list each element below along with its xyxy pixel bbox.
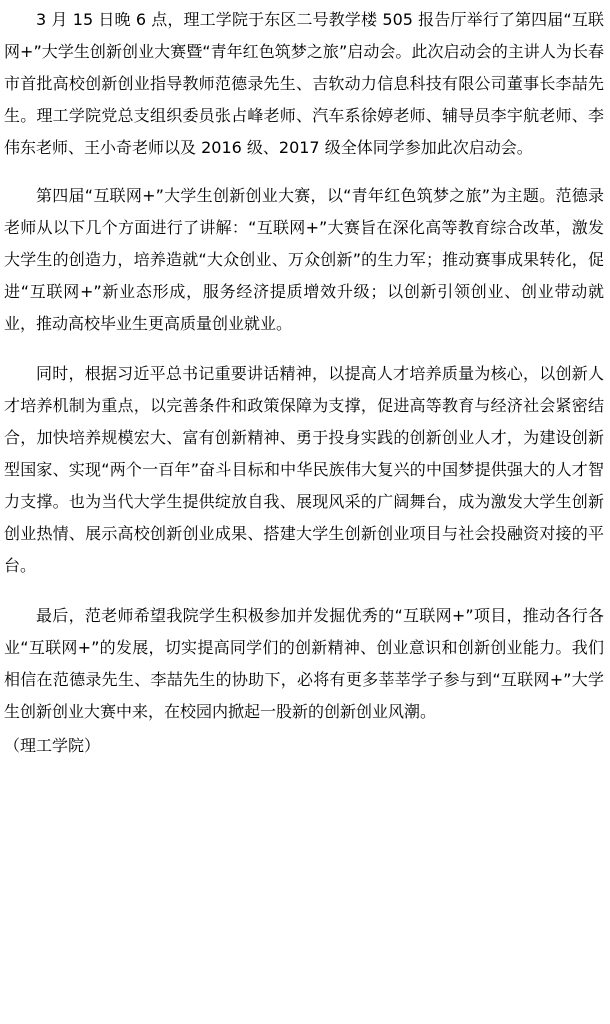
article-signature: （理工学院） (4, 736, 101, 755)
paragraph-talent-cultivation: 同时，根据习近平总书记重要讲话精神，以提高人才培养质量为核心，以创新人才培养机制为重点，以完善条件和政策保障为支撑，促进高等教育与经济社会紧密结合，加快培养规模宏大、富有创新精神、勇于投身实践的创新创业人才，为建设创新型国家、实现“两个一百年”奋斗目标和中华民族伟大复兴的中国梦提供强大的人才智力支撑。也为当代大学生提供绽放自我、展现风采的广阔舞台，成为激发大学生创新创业热情、展示高校创新创业成果、搭建大学生创新创业项目与社会投融资对接的平台。 (4, 364, 604, 575)
paragraph-closing-remarks: 最后，范老师希望我院学生积极参加并发掘优秀的“互联网+”项目，推动各行各业“互联网+”的发展，切实提高同学们的创新精神、创业意识和创新创业能力。我们相信在范德录先生、李喆先生的协助下，必将有更多莘莘学子参与到“互联网+”大学生创新创业大赛中来，在校园内掀起一股新的创新创业风潮。 (4, 606, 604, 721)
article-body (4, 0, 604, 762)
paragraph-kickoff-meeting: 3 月 15 日晚 6 点，理工学院于东区二号教学楼 505 报告厅举行了第四届“互联网+”大学生创新创业大赛暨“青年红色筑梦之旅”启动会。此次启动会的主讲人为长春市首批高校创新创业指导教师范德录先生、吉软动力信息科技有限公司董事长李喆先生。理工学院党总支组织委员张占峰老师、汽车系徐婷老师、辅导员李宇航老师、李伟东老师、王小奇老师以及 2016 级、2017 级全体同学参加此次启动会。 (4, 10, 604, 157)
paragraph-competition-theme: 第四届“互联网+”大学生创新创业大赛，以“青年红色筑梦之旅”为主题。范德录老师从以下几个方面进行了讲解：“互联网+”大赛旨在深化高等教育综合改革，激发大学生的创造力，培养造就“大众创业、万众创新”的生力军；推动赛事成果转化，促进“互联网+”新业态形成，服务经济提质增效升级；以创新引领创业、创业带动就业，推动高校毕业生更高质量创业就业。 (4, 186, 604, 333)
